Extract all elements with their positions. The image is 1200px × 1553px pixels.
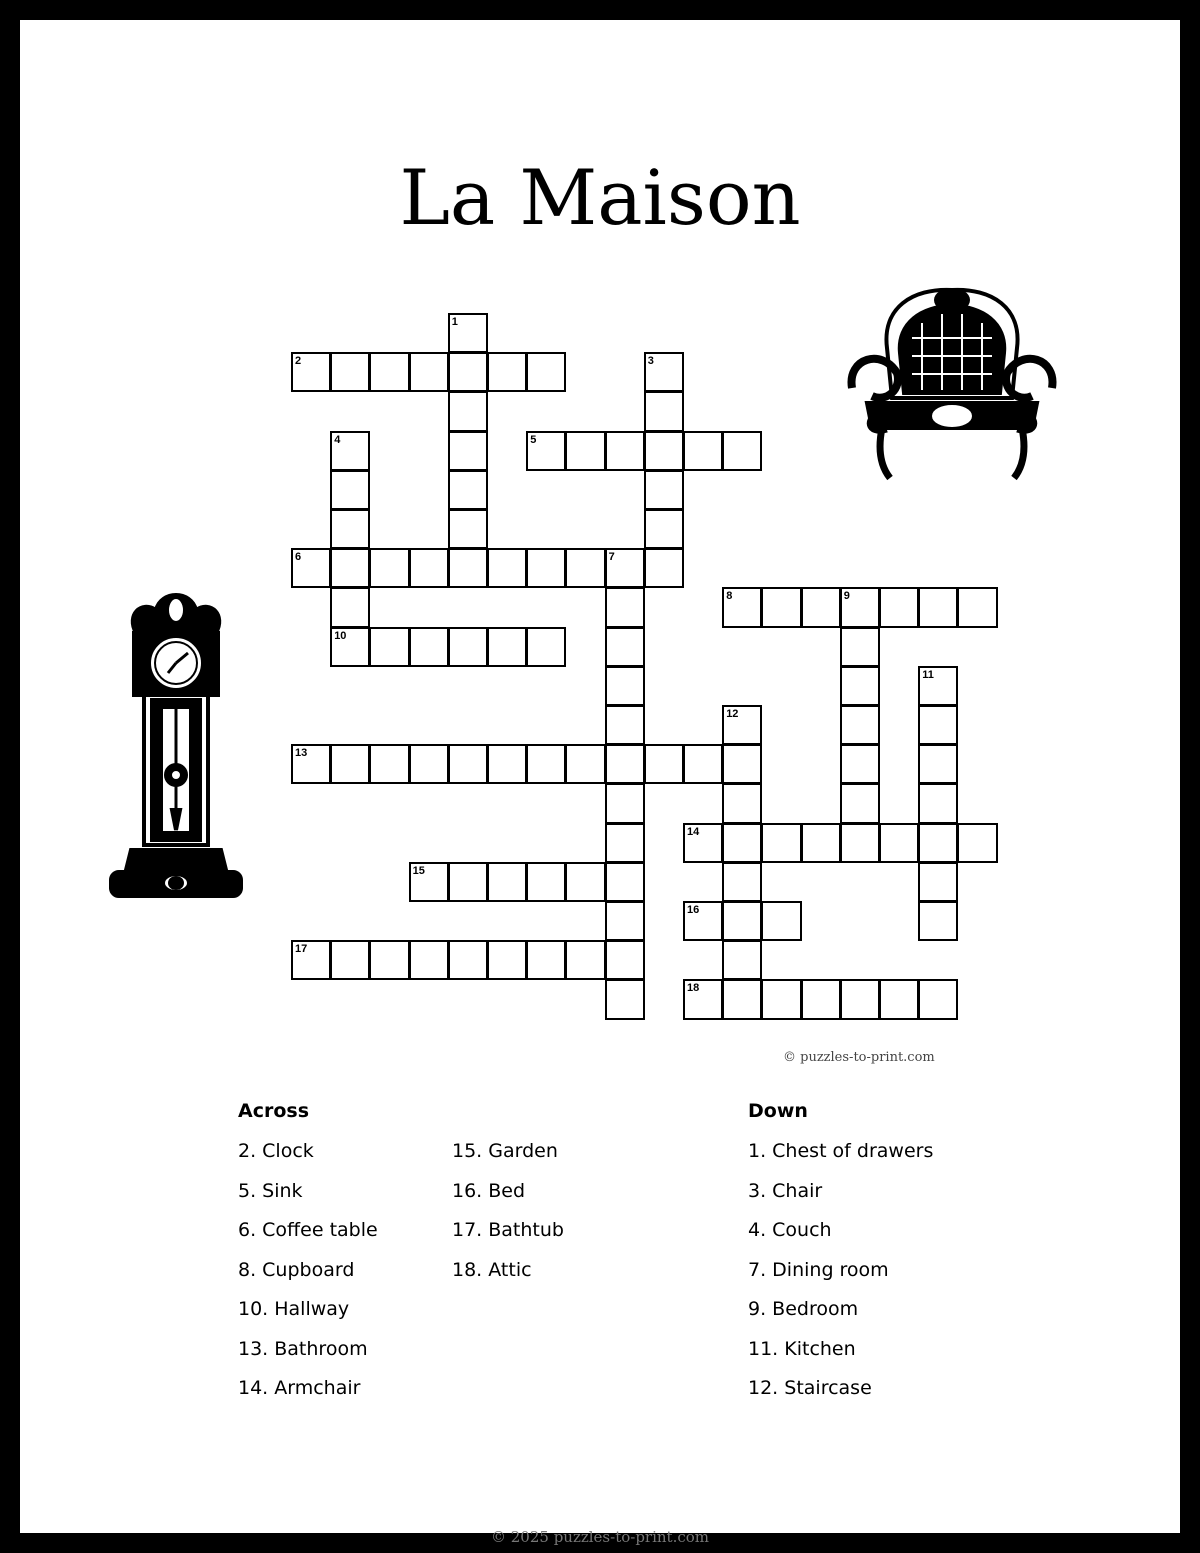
grid-cell[interactable]: [605, 783, 645, 823]
grid-cell[interactable]: [605, 587, 645, 627]
grid-cell[interactable]: [761, 823, 801, 863]
across-clue: 14. Armchair: [238, 1377, 361, 1399]
clue-number: 9: [843, 590, 850, 603]
grid-cell[interactable]: [369, 744, 409, 784]
grid-cell[interactable]: [526, 431, 566, 471]
grid-cell[interactable]: [761, 979, 801, 1019]
grid-cell[interactable]: [448, 391, 488, 431]
grid-cell[interactable]: [918, 666, 958, 706]
grid-cell[interactable]: [448, 470, 488, 510]
grid-credit: © puzzles-to-print.com: [783, 1050, 935, 1065]
grid-cell[interactable]: [448, 548, 488, 588]
grid-cell[interactable]: [957, 823, 997, 863]
clue-number: 11: [922, 668, 934, 681]
grid-cell[interactable]: [605, 901, 645, 941]
grid-cell[interactable]: [409, 940, 449, 980]
grid-cell[interactable]: [291, 548, 331, 588]
grid-cell[interactable]: [448, 431, 488, 471]
grid-cell[interactable]: [526, 744, 566, 784]
across-heading: Across: [238, 1100, 310, 1122]
clue-number: 5: [530, 433, 537, 446]
grid-cell[interactable]: [369, 627, 409, 667]
across-clue: 16. Bed: [452, 1179, 526, 1202]
clue-number: 7: [608, 551, 615, 564]
grid-cell[interactable]: [879, 979, 919, 1019]
clue-number: 18: [687, 982, 700, 995]
grid-cell[interactable]: [526, 627, 566, 667]
clue-number: 8: [726, 590, 733, 603]
grid-cell[interactable]: [330, 940, 370, 980]
grid-cell[interactable]: [409, 352, 449, 392]
grid-cell[interactable]: [526, 862, 566, 902]
grid-cell[interactable]: [840, 783, 880, 823]
grid-cell[interactable]: [330, 627, 370, 667]
across-clues: [238, 1098, 378, 1415]
grid-cell[interactable]: [722, 901, 762, 941]
clue-number: 4: [334, 433, 341, 446]
grid-cell[interactable]: [683, 823, 723, 863]
grid-cell[interactable]: [761, 901, 801, 941]
grid-cell[interactable]: [722, 979, 762, 1019]
grid-cell[interactable]: [565, 862, 605, 902]
armchair-illustration: [842, 278, 1062, 488]
grid-cell[interactable]: [605, 431, 645, 471]
clue-number: 2: [295, 355, 302, 368]
grid-cell[interactable]: [918, 979, 958, 1019]
grid-cell[interactable]: [644, 744, 684, 784]
footer-copyright: © 2025 puzzles-to-print.com: [490, 1528, 710, 1546]
grid-cell[interactable]: [409, 548, 449, 588]
grid-cell[interactable]: [644, 509, 684, 549]
grid-cell[interactable]: [722, 587, 762, 627]
grid-cell[interactable]: [487, 627, 527, 667]
grid-cell[interactable]: [330, 548, 370, 588]
grid-cell[interactable]: [565, 548, 605, 588]
grid-cell[interactable]: [918, 901, 958, 941]
grid-cell[interactable]: [526, 352, 566, 392]
puzzle-title: La Maison: [399, 153, 801, 242]
grid-cell[interactable]: [918, 744, 958, 784]
grid-cell[interactable]: [840, 979, 880, 1019]
grid-cell[interactable]: [565, 431, 605, 471]
grid-cell[interactable]: [487, 352, 527, 392]
grid-cell[interactable]: [918, 587, 958, 627]
grid-cell[interactable]: [605, 979, 645, 1019]
grid-cell[interactable]: [605, 744, 645, 784]
grid-cell[interactable]: [683, 979, 723, 1019]
grid-cell[interactable]: [565, 744, 605, 784]
across-clue: 10. Hallway: [238, 1298, 350, 1320]
grid-cell[interactable]: [840, 705, 880, 745]
grid-cell[interactable]: [840, 744, 880, 784]
grid-cell[interactable]: [879, 587, 919, 627]
grid-cell[interactable]: [487, 548, 527, 588]
grid-cell[interactable]: [487, 744, 527, 784]
clue-number: 14: [687, 825, 700, 838]
clue-number: 10: [334, 629, 347, 642]
down-clue: 9. Bedroom: [748, 1298, 859, 1320]
grid-cell[interactable]: [644, 431, 684, 471]
grid-cell[interactable]: [605, 548, 645, 588]
grid-cell[interactable]: [722, 940, 762, 980]
grid-cell[interactable]: [918, 823, 958, 863]
across-clue: 6. Coffee table: [238, 1219, 378, 1241]
down-clue: 7. Dining room: [748, 1258, 889, 1281]
grid-cell[interactable]: [409, 862, 449, 902]
grid-cell[interactable]: [683, 744, 723, 784]
down-clue: 1. Chest of drawers: [748, 1140, 934, 1162]
down-clue: 12. Staircase: [748, 1377, 872, 1399]
grid-cell[interactable]: [448, 313, 488, 353]
down-clues: [748, 1098, 933, 1415]
grid-cell[interactable]: [801, 587, 841, 627]
clue-number: 15: [412, 864, 425, 877]
grid-cell[interactable]: [291, 352, 331, 392]
grid-cell[interactable]: [330, 352, 370, 392]
grid-cell[interactable]: [605, 627, 645, 667]
grid-cell[interactable]: [448, 627, 488, 667]
across-clue: 2. Clock: [238, 1140, 314, 1162]
grid-cell[interactable]: [840, 666, 880, 706]
grid-cell[interactable]: [526, 940, 566, 980]
down-clue: 11. Kitchen: [748, 1337, 856, 1360]
grid-cell[interactable]: [801, 979, 841, 1019]
grid-cell[interactable]: [722, 862, 762, 902]
grid-cell[interactable]: [683, 431, 723, 471]
grid-cell[interactable]: [644, 391, 684, 431]
grid-cell[interactable]: [840, 587, 880, 627]
grid-cell[interactable]: [644, 470, 684, 510]
grid-cell[interactable]: [487, 862, 527, 902]
grid-cell[interactable]: [330, 470, 370, 510]
grid-cell[interactable]: [448, 940, 488, 980]
grid-cell[interactable]: [722, 823, 762, 863]
grid-cell[interactable]: [840, 823, 880, 863]
grandfather-clock-illustration: [106, 585, 246, 900]
grid-cell[interactable]: [605, 940, 645, 980]
grid-cell[interactable]: [879, 823, 919, 863]
grid-cell[interactable]: [291, 940, 331, 980]
grid-cell[interactable]: [605, 823, 645, 863]
grid-cell[interactable]: [722, 431, 762, 471]
clue-number: 12: [726, 708, 739, 720]
grid-cell[interactable]: [605, 862, 645, 902]
grid-cell[interactable]: [918, 862, 958, 902]
grid-cell[interactable]: [526, 548, 566, 588]
grid-cell[interactable]: [801, 823, 841, 863]
grid-cell[interactable]: [644, 352, 684, 392]
grid-cell[interactable]: [565, 940, 605, 980]
grid-cell[interactable]: [291, 744, 331, 784]
across-clues-col2: [452, 1138, 564, 1296]
grid-cell[interactable]: [487, 940, 527, 980]
grid-cell[interactable]: [761, 587, 801, 627]
grid-cell[interactable]: [605, 666, 645, 706]
clue-number: 16: [687, 904, 700, 916]
grid-cell[interactable]: [330, 509, 370, 549]
across-clue: 5. Sink: [238, 1179, 303, 1202]
clue-number: 1: [451, 316, 458, 328]
across-clue: 13. Bathroom: [238, 1337, 368, 1360]
puzzle-sheet: [20, 20, 1180, 1546]
grid-cell[interactable]: [409, 744, 449, 784]
grid-cell[interactable]: [369, 940, 409, 980]
across-clue: 8. Cupboard: [238, 1258, 355, 1281]
grid-cell[interactable]: [330, 431, 370, 471]
grid-cell[interactable]: [369, 548, 409, 588]
grid-cell[interactable]: [409, 627, 449, 667]
across-clue: 18. Attic: [452, 1258, 532, 1281]
grid-cell[interactable]: [448, 862, 488, 902]
down-clue: 3. Chair: [748, 1179, 823, 1202]
across-clue: 15. Garden: [452, 1140, 558, 1162]
grid-cell[interactable]: [683, 901, 723, 941]
across-clue: 17. Bathtub: [452, 1219, 564, 1241]
grid-cell[interactable]: [448, 352, 488, 392]
grid-cell[interactable]: [722, 783, 762, 823]
grid-cell[interactable]: [448, 509, 488, 549]
grid-cell[interactable]: [918, 783, 958, 823]
clue-number: 3: [647, 355, 654, 368]
grid-cell[interactable]: [448, 744, 488, 784]
grid-cell[interactable]: [918, 705, 958, 745]
grid-cell[interactable]: [330, 587, 370, 627]
clue-number: 6: [295, 551, 302, 564]
grid-cell[interactable]: [369, 352, 409, 392]
grid-cell[interactable]: [957, 587, 997, 627]
clue-number: 17: [295, 943, 308, 956]
grid-cell[interactable]: [330, 744, 370, 784]
down-clue: 4. Couch: [748, 1219, 832, 1241]
grid-cell[interactable]: [840, 627, 880, 667]
clue-number: 13: [295, 747, 308, 760]
grid-cell[interactable]: [722, 705, 762, 745]
grid-cell[interactable]: [722, 744, 762, 784]
grid-cell[interactable]: [605, 705, 645, 745]
grid-cell[interactable]: [644, 548, 684, 588]
down-heading: Down: [748, 1100, 808, 1122]
